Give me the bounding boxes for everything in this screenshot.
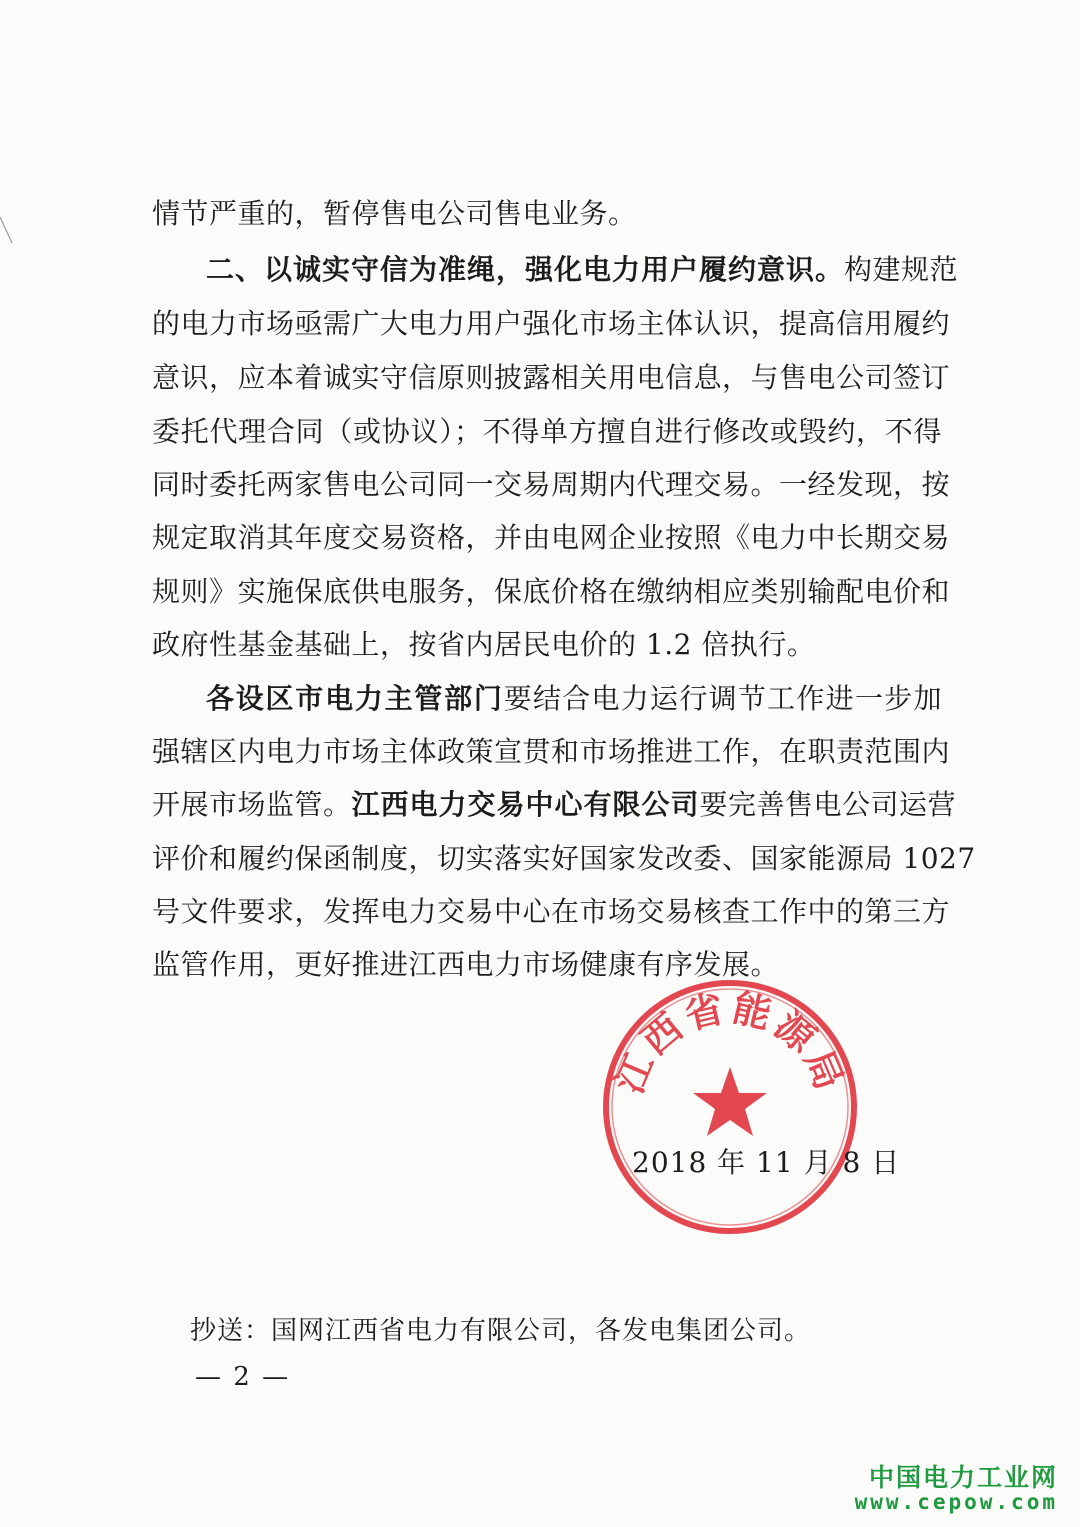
svg-text:江西省能源局: 江西省能源局: [605, 984, 855, 1100]
page-edge-mark: [0, 215, 14, 245]
paragraph-2-heading: 二、以诚实守信为准绳，强化电力用户履约意识。: [206, 253, 845, 286]
seal-star-icon: [693, 1067, 767, 1136]
watermark-site-name: 中国电力工业网: [868, 1463, 1058, 1492]
paragraph-3-bold-dept: 各设区市电力主管部门: [206, 682, 504, 715]
paragraph-2-line-1-rest: 构建规范: [844, 253, 959, 286]
paragraph-2-line-6: 规定取消其年度交易资格，并由电网企业按照《电力中长期交易: [152, 521, 951, 554]
paragraph-3-line-3-pre: 开展市场监管。: [152, 788, 352, 821]
paragraph-3-line-6: 监管作用，更好推进江西电力市场健康有序发展。: [152, 948, 780, 981]
paragraph-2-line-5: 同时委托两家售电公司同一交易周期内代理交易。一经发现，按: [152, 468, 951, 501]
paragraph-2-line-4: 委托代理合同（或协议）；不得单方擅自进行修改或毁约，不得: [152, 415, 942, 448]
paragraph-3-bold-center: 江西电力交易中心有限公司: [351, 788, 700, 821]
paragraph-3-line-4: 评价和履约保函制度，切实落实好国家发改委、国家能源局 1027: [152, 842, 976, 875]
official-seal: [598, 975, 862, 1239]
paragraph-2-line-3: 意识，应本着诚实守信原则披露相关用电信息，与售电公司签订: [152, 361, 951, 394]
watermark-url: www.cepow.com: [854, 1490, 1058, 1514]
paragraph-2-line-7: 规则》实施保底供电服务，保底价格在缴纳相应类别输配电价和: [152, 575, 951, 608]
paragraph-2-line-8: 政府性基金基础上，按省内居民电价的 1.2 倍执行。: [152, 628, 816, 661]
paragraph-3-line-3-rest: 要完善售电公司运营: [699, 788, 957, 821]
paragraph-3-line-3: [152, 787, 957, 823]
paragraph-2-line-1: [206, 252, 959, 288]
paragraph-3-line-1-rest: 要结合电力运行调节工作进一步加: [503, 682, 942, 715]
signature-date: 2018 年 11 月 8 日: [632, 1146, 901, 1179]
paragraph-3-line-5: 号文件要求，发挥电力交易中心在市场交易核查工作中的第三方: [152, 895, 951, 928]
page-number: — 2 —: [195, 1362, 291, 1392]
body-line-1: 情节严重的，暂停售电公司售电业务。: [152, 197, 637, 230]
paragraph-3-line-1: [206, 681, 942, 717]
paragraph-3-line-2: 强辖区内电力市场主体政策宣贯和市场推进工作，在职责范围内: [152, 735, 951, 768]
paragraph-2-line-2: 的电力市场亟需广大电力用户强化市场主体认识，提高信用履约: [152, 307, 951, 340]
cc-line: 抄送：国网江西省电力有限公司，各发电集团公司。: [190, 1316, 812, 1346]
